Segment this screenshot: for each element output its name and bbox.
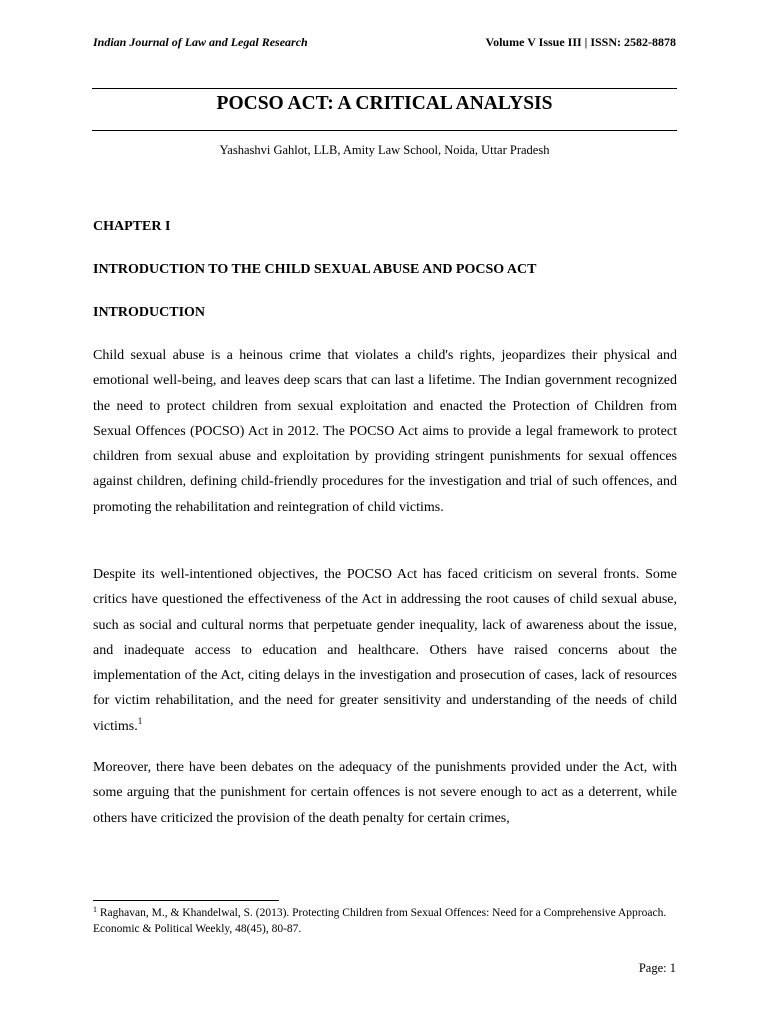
section-heading: INTRODUCTION TO THE CHILD SEXUAL ABUSE AND POCSO ACT [93, 262, 537, 277]
body-paragraph-3: Moreover, there have been debates on the adequacy of the punishments provided under the Act, with some arguing that the punishment for certain offences is not severe enough to act as a deterrent, while others have criticized the provision of the death penalty for certain crimes, [93, 760, 677, 826]
title-top-rule [92, 88, 677, 89]
subsection-heading: INTRODUCTION [93, 305, 206, 320]
journal-name: Indian Journal of Law and Legal Research [93, 35, 308, 49]
footnote-separator [93, 900, 279, 901]
page-number: Page: 1 [638, 961, 676, 975]
body-paragraph-1: Child sexual abuse is a heinous crime that violates a child's rights, jeopardizes their physical and emotional well-being, and leaves deep scars that can last a lifetime. The Indian government recognized the need to protect children from sexual exploitation and enacted the Protection of Children from Sexual Offences (POCSO) Act in 2012. The POCSO Act aims to provide a legal framework to protect children from sexual abuse and exploitation by providing stringent punishments for sexual offences against children, defining child-friendly procedures for the investigation and trial of such offences, and promoting the rehabilitation and reintegration of child victims. [93, 348, 677, 515]
title-bottom-rule [92, 130, 677, 131]
footnote [93, 905, 677, 937]
body-paragraph-2: Despite its well-intentioned objectives, the POCSO Act has faced criticism on several fronts. Some critics have questioned the effectiveness of the Act in addressing the root causes of child sexual abuse, such as social and cultural norms that perpetuate gender inequality, lack of awareness about the issue, and inadequate access to education and healthcare. Others have raised concerns about the implementation of the Act, citing delays in the investigation and prosecution of cases, lack of resources for victim rehabilitation, and the need for greater sensitivity and understanding of the needs of child victims.$^1$ [93, 567, 677, 734]
page-title: POCSO ACT: A CRITICAL ANALYSIS [216, 93, 553, 114]
volume-issn: Volume V Issue III | ISSN: 2582-8878 [485, 35, 676, 49]
footnote-reference[interactable]: 1 [137, 715, 143, 726]
footnote-number: 1 [93, 905, 97, 914]
chapter-heading: CHAPTER I [93, 219, 171, 234]
author-line: Yashashvi Gahlot, LLB, Amity Law School, Noida, Uttar Pradesh [219, 143, 550, 157]
footnote-text: Raghavan, M., & Khandelwal, S. (2013). Protecting Children from Sexual Offences: Need for a Comprehensive Approach. Economic & Political Weekly, 48(45), 80-87. [93, 907, 667, 935]
